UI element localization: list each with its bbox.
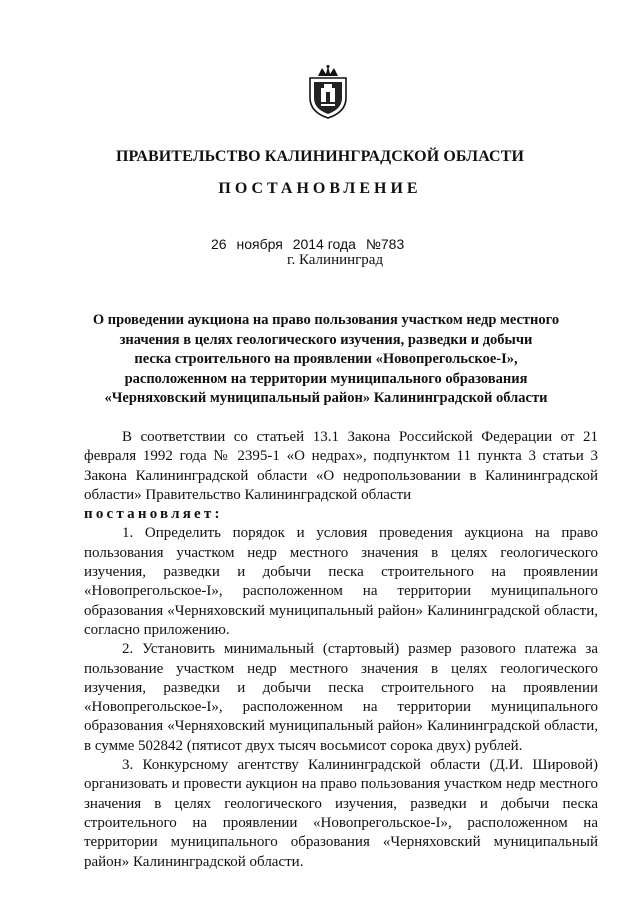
date-month: ноября <box>236 236 283 252</box>
heading-line: расположенном на территории муниципального образования <box>124 370 528 387</box>
decree-paragraph <box>84 505 598 524</box>
document-number: №783 <box>365 236 405 252</box>
document-date <box>211 236 410 252</box>
clause-1: 1. Определить порядок и условия проведения аукциона на право пользования участком недр местного значения в целях геологического изучения, разведки и добычи песка строительного на проявлении «Новопрегольское-I», расположенном на территории муниципального образования «Черняховский муниципальный район» Калининградской области, согласно приложению. <box>84 525 598 638</box>
heading-line: О проведении аукциона на право пользования участком недр местного <box>92 312 560 328</box>
date-year: 2014 года <box>292 236 356 252</box>
coat-of-arms-icon <box>306 64 350 120</box>
heading-line: значения в целях геологического изучения, разведки и добычи <box>119 331 533 348</box>
government-name: ПРАВИТЕЛЬСТВО КАЛИНИНГРАДСКОЙ ОБЛАСТИ <box>115 148 525 165</box>
clause-3: 3. Конкурсному агентству Калининградской области (Д.И. Шировой) организовать и провести аукцион на право пользования участком недр местного значения в целях геологического изучения, разведки и добычи песка строительного на проявлении «Новопрегольское-I», расположенном на территории муниципального образования «Черняховский муниципальный район» Калининградской области. <box>84 757 598 870</box>
decree-word: постановляет: <box>84 506 223 523</box>
document-heading <box>88 311 564 409</box>
date-day: 26 <box>211 236 227 252</box>
document-body <box>84 428 598 872</box>
preamble-paragraph <box>84 428 598 505</box>
city: г. Калининград <box>287 252 384 268</box>
heading-line: «Черняховский муниципальный район» Калининградской области <box>104 390 548 406</box>
preamble-text: В соответствии со статьей 13.1 Закона Российской Федерации от 21 февраля 1992 года № 2395-1 «О недрах», подпунктом 11 пункта 3 статьи 3 Закона Калининградской области «О недропользовании в Калининградской области» Правительство Калининградской области <box>84 429 598 503</box>
heading-line: песка строительного на проявлении «Новопрегольское-I», <box>134 351 518 367</box>
clause-2: 2. Установить минимальный (стартовый) размер разового платежа за пользование участком недр местного значения в целях геологического изучения, разведки и добычи песка строительного на проявлении «Новопрегольское-I», расположенном на территории муниципального образования «Черняховский муниципальный район» Калининградской области, в сумме 502842 (пятисот двух тысяч восьмисот сорока двух) рублей. <box>84 641 598 754</box>
document-type: ПОСТАНОВЛЕНИЕ <box>218 180 422 197</box>
